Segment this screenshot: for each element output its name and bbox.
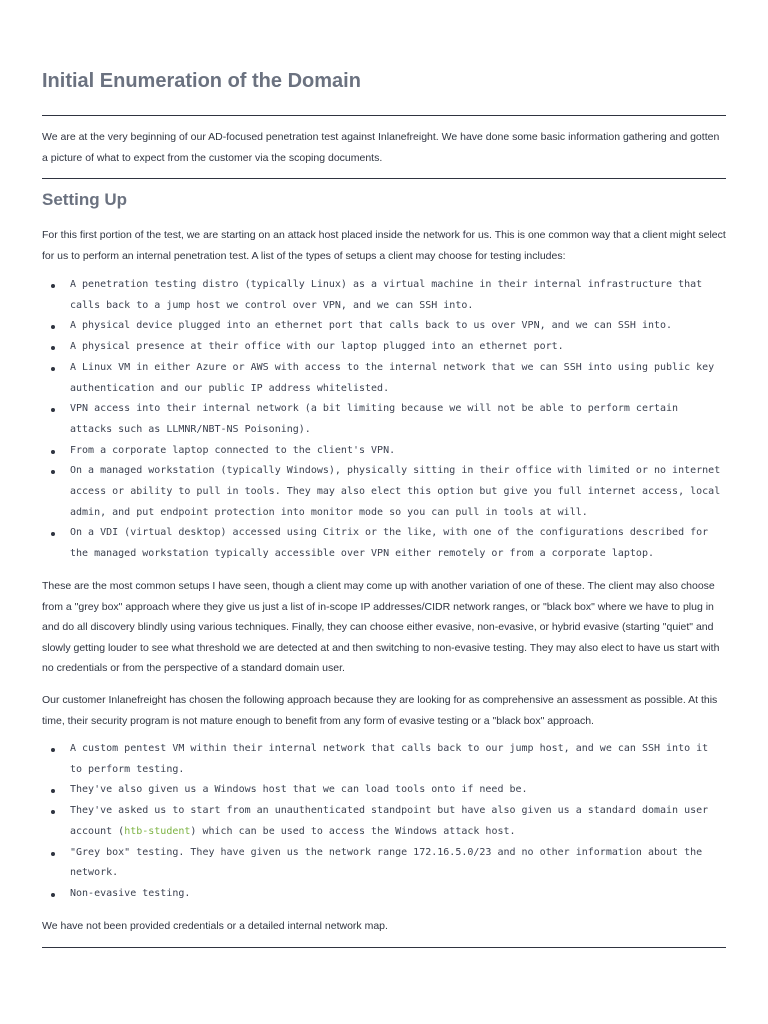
list-item: From a corporate laptop connected to the client's VPN.: [42, 441, 726, 462]
list-item: A custom pentest VM within their internal network that calls back to our jump host, and we can SSH into it to perform testing.: [42, 739, 726, 780]
divider: [42, 947, 726, 948]
setting-up-paragraph: For this first portion of the test, we are starting on an attack host placed inside the network for us. This is one common way that a client might select for us to perform an internal penetration test. A list of the types of setups a client may choose for testing includes:: [42, 229, 726, 262]
page-title: Initial Enumeration of the Domain: [42, 70, 361, 92]
divider: [42, 115, 726, 116]
list-item: VPN access into their internal network (a bit limiting because we will not be able to perform certain attacks such as LLMNR/NBT-NS Poisoning).: [42, 399, 726, 440]
approach-list: [42, 739, 726, 905]
list-item: They've also given us a Windows host that we can load tools onto if need be.: [42, 780, 726, 801]
list-item: Non-evasive testing.: [42, 884, 726, 905]
list-item: A Linux VM in either Azure or AWS with access to the internal network that we can SSH into using public key authentication and our public IP address whitelisted.: [42, 358, 726, 399]
list-item: A penetration testing distro (typically Linux) as a virtual machine in their internal infrastructure that calls back to a jump host we control over VPN, and we can SSH into.: [42, 275, 726, 316]
list-item: A physical device plugged into an ethernet port that calls back to us over VPN, and we can SSH into.: [42, 316, 726, 337]
common-setups-paragraph: These are the most common setups I have seen, though a client may come up with another variation of one of these. The client may also choose from a "grey box" approach where they give us just a list of in-scope IP addresses/CIDR network ranges, or "black box" where we have to plug in and do all discovery blindly using various techniques. Finally, they can choose either evasive, non-evasive, or hybrid evasive (starting "quiet" and slowly getting louder to see what threshold we are detected at and then switching to non-evasive testing. They may also elect to have us start with no credentials or from the perspective of a standard domain user.: [42, 580, 720, 674]
inline-code-username: htb-student: [124, 825, 191, 837]
intro-paragraph: We are at the very beginning of our AD-focused penetration test against Inlanefreight. We have done some basic information gathering and gotten a picture of what to expect from the customer via the scoping documents.: [42, 131, 720, 164]
closing-paragraph: We have not been provided credentials or a detailed internal network map.: [42, 920, 388, 932]
list-item: [42, 801, 726, 842]
list-item-text: They've asked us to start from an unauthenticated standpoint but have also given us a standard domain user account (: [70, 805, 709, 837]
customer-approach-paragraph: Our customer Inlanefreight has chosen the following approach because they are looking for as comprehensive an assessment as possible. At this time, their security program is not mature enough to benefit from any form of evasive testing or a "black box" approach.: [42, 694, 718, 727]
divider: [42, 178, 726, 179]
setup-options-list: [42, 275, 726, 565]
list-item: A physical presence at their office with our laptop plugged into an ethernet port.: [42, 337, 726, 358]
list-item-text: ) which can be used to access the Windows attack host.: [190, 825, 516, 837]
list-item: On a managed workstation (typically Windows), physically sitting in their office with limited or no internet access or ability to pull in tools. They may also elect this option but give you full internet access, local admin, and put endpoint protection into monitor mode so you can pull in tools at will.: [42, 461, 726, 523]
list-item: On a VDI (virtual desktop) accessed using Citrix or the like, with one of the configurations described for the managed workstation typically accessible over VPN either remotely or from a corporate laptop.: [42, 523, 726, 564]
section-heading-setting-up: Setting Up: [42, 190, 127, 209]
list-item: "Grey box" testing. They have given us the network range 172.16.5.0/23 and no other information about the network.: [42, 843, 726, 884]
